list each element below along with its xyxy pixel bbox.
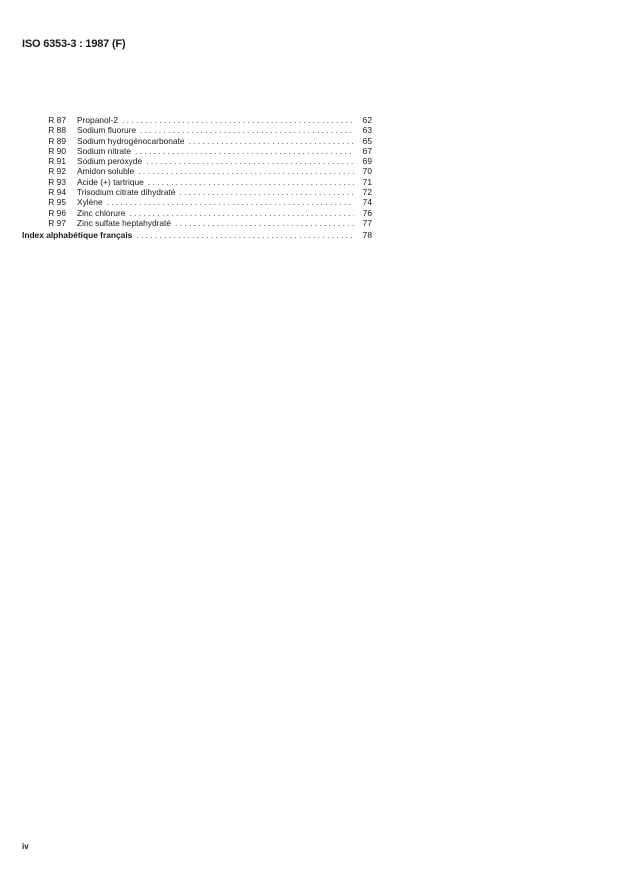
toc-index-page: 78	[362, 230, 372, 241]
toc-entry[interactable]	[22, 156, 372, 166]
toc-entry-title: Zinc chlorure	[77, 207, 126, 218]
toc-entry[interactable]	[22, 115, 372, 125]
toc-entry[interactable]	[22, 177, 372, 187]
toc-entry-code: R 95	[48, 197, 66, 208]
toc-entry[interactable]	[22, 208, 372, 218]
toc-dot-leader	[138, 166, 354, 176]
toc-dot-leader	[122, 115, 354, 125]
toc-entry-code: R 93	[48, 176, 66, 187]
toc-entry-code: R 90	[48, 145, 66, 156]
toc-index-title: Index alphabétique français	[22, 230, 133, 241]
toc-entry[interactable]	[22, 125, 372, 135]
toc-entry[interactable]	[22, 218, 372, 228]
toc-dot-leader	[148, 177, 354, 187]
toc-entry-title: Acide (+) tartrique	[77, 176, 144, 187]
toc-dot-leader	[135, 146, 354, 156]
toc-entry-title: Zinc sulfate heptahydraté	[77, 217, 172, 228]
toc-entry-page: 67	[362, 145, 372, 156]
toc-entry-page: 77	[362, 217, 372, 228]
toc-dot-leader	[179, 187, 354, 197]
toc-entry-code: R 88	[48, 125, 66, 136]
toc-entry[interactable]	[22, 166, 372, 176]
toc-entry-page: 74	[362, 197, 372, 208]
toc-entry-page: 72	[362, 187, 372, 198]
toc-entry[interactable]	[22, 197, 372, 207]
toc-entry-code: R 87	[48, 115, 66, 125]
toc-entry-title: Sodium hydrogénocarbonate	[77, 135, 185, 146]
toc-entry-page: 70	[362, 166, 372, 177]
toc-entry-code: R 97	[48, 217, 66, 228]
toc-entry-page: 63	[362, 125, 372, 136]
document-header: ISO 6353-3 : 1987 (F)	[22, 38, 126, 50]
toc-entry[interactable]	[22, 187, 372, 197]
toc-entry[interactable]	[22, 136, 372, 146]
toc-entry-title: Amidon soluble	[77, 166, 135, 177]
toc-entry-page: 65	[362, 135, 372, 146]
toc-entry-title: Xylène	[77, 197, 103, 208]
toc-entry-title: Propanol-2	[77, 115, 118, 125]
table-of-contents	[22, 115, 372, 241]
toc-dot-leader	[107, 197, 354, 207]
toc-entry-page: 76	[362, 207, 372, 218]
toc-entry[interactable]	[22, 146, 372, 156]
toc-entry-title: Sodium peroxyde	[77, 156, 143, 167]
toc-dot-leader	[189, 136, 354, 146]
page-number: iv	[22, 842, 29, 851]
toc-index-entry[interactable]	[22, 230, 372, 240]
toc-entry-title: Sodium nitrate	[77, 145, 131, 156]
toc-entry-code: R 94	[48, 187, 66, 198]
toc-entry-code: R 96	[48, 207, 66, 218]
toc-dot-leader	[129, 208, 354, 218]
toc-entry-title: Trisodium citrate dihydraté	[77, 187, 176, 198]
toc-entry-title: Sodium fluorure	[77, 125, 137, 136]
toc-dot-leader	[136, 230, 354, 240]
toc-entry-code: R 91	[48, 156, 66, 167]
toc-dot-leader	[175, 218, 354, 228]
toc-entry-code: R 89	[48, 135, 66, 146]
toc-entry-page: 69	[362, 156, 372, 167]
toc-entry-page: 71	[362, 176, 372, 187]
toc-dot-leader	[146, 156, 354, 166]
toc-entry-page: 62	[362, 115, 372, 125]
toc-entry-code: R 92	[48, 166, 66, 177]
toc-dot-leader	[140, 125, 354, 135]
